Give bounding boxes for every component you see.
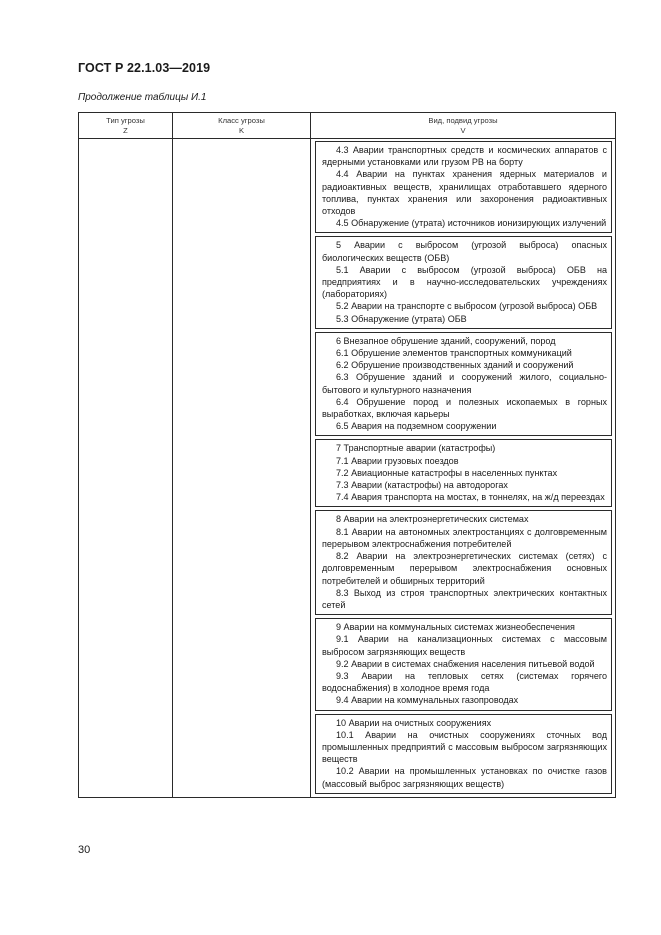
threat-item: 7.4 Авария транспорта на мостах, в тоннелях, на ж/д переездах xyxy=(336,492,605,503)
table-header-row xyxy=(79,113,616,139)
threat-item: 5.1 Аварии с выбросом (угрозой выброса) ОБВ на предприятиях и в научно-исследовательских учреждениях (лабораториях) xyxy=(322,264,607,300)
column-header-label: Вид, подвид угрозы xyxy=(428,115,498,125)
threat-group-box xyxy=(315,618,612,710)
threat-type-cell xyxy=(79,139,173,798)
threat-item: 4.3 Аварии транспортных средств и космических аппаратов с ядерными установками или грузом РВ на борту xyxy=(322,145,607,168)
threat-item: 6.4 Обрушение пород и полезных ископаемых в горных выработках, включая карьеры xyxy=(322,396,607,420)
threat-groups-container xyxy=(311,139,615,794)
threat-item: 6 Внезапное обрушение зданий, сооружений, пород xyxy=(336,335,556,346)
threat-item: 9.2 Аварии в системах снабжения населения питьевой водой xyxy=(336,658,595,669)
threat-item: 9 Аварии на коммунальных системах жизнеобеспечения xyxy=(336,622,575,633)
column-header-label: Тип угрозы xyxy=(106,115,145,125)
threat-item: 7.1 Аварии грузовых поездов xyxy=(336,455,459,466)
threat-group-box xyxy=(315,141,612,233)
threat-item: 6.3 Обрушение зданий и сооружений жилого, социально-бытового и культурного назначения xyxy=(322,372,607,395)
threat-group-box xyxy=(315,332,612,437)
document-header-title: ГОСТ Р 22.1.03—2019 xyxy=(78,61,211,75)
threat-item: 5.2 Аварии на транспорте с выбросом (угрозой выброса) ОБВ xyxy=(336,301,598,312)
threat-group-box xyxy=(315,439,612,507)
threat-group-box xyxy=(315,714,612,794)
table-body-row xyxy=(79,139,616,798)
threat-item: 7 Транспортные аварии (катастрофы) xyxy=(336,443,496,454)
threat-item: 4.4 Аварии на пунктах хранения ядерных материалов и радиоактивных веществ, хранилищах отработавшего ядерного топлива, пунктах хранения или захоронения радиоактивных отходов xyxy=(322,169,607,217)
threat-item: 6.1 Обрушение элементов транспортных коммуникаций xyxy=(336,348,572,359)
threat-item: 5.3 Обнаружение (утрата) ОБВ xyxy=(336,313,467,324)
threat-item: 5 Аварии с выбросом (угрозой выброса) опасных биологических веществ (ОБВ) xyxy=(322,240,607,263)
threat-item: 6.2 Обрушение производственных зданий и сооружений xyxy=(336,360,574,371)
threat-item: 8.1 Аварии на автономных электростанциях с долговременным перерывом электроснабжения потребителей xyxy=(322,526,607,549)
threat-class-cell xyxy=(173,139,311,798)
threat-item: 8.3 Выход из строя транспортных электрических контактных сетей xyxy=(322,587,607,610)
threat-item: 10.1 Аварии на очистных сооружениях сточных вод промышленных предприятий с массовым выбросом загрязняющих веществ xyxy=(322,729,607,765)
column-header-code: V xyxy=(460,125,466,135)
column-header-code: K xyxy=(238,125,245,135)
threat-item: 8 Аварии на электроэнергетических системах xyxy=(336,514,529,525)
threat-item: 8.2 Аварии на электроэнергетических системах (сетях) с долговременным перерывом электроснабжения основных потребителей и обширных территорий xyxy=(322,551,607,586)
column-header-threat-class xyxy=(173,113,311,139)
column-header-threat-kind xyxy=(311,113,616,139)
table-caption: Продолжение таблицы И.1 xyxy=(78,92,207,103)
threat-kind-cell xyxy=(311,139,616,798)
column-header-label: Класс угрозы xyxy=(218,115,265,125)
threat-item: 7.2 Авиационные катастрофы в населенных пунктах xyxy=(336,467,558,478)
column-header-code: Z xyxy=(123,125,128,135)
threat-item: 4.5 Обнаружение (утрата) источников ионизирующих излучений xyxy=(336,218,607,229)
threat-item: 10.2 Аварии на промышленных установках по очистке газов (массовый выброс загрязняющих веществ) xyxy=(322,766,607,789)
threat-item: 9.4 Аварии на коммунальных газопроводах xyxy=(336,695,519,706)
page-number: 30 xyxy=(78,844,91,856)
threat-group-box xyxy=(315,510,612,615)
threat-item: 10 Аварии на очистных сооружениях xyxy=(336,717,492,728)
threat-group-box xyxy=(315,236,612,328)
threat-item: 9.1 Аварии на канализационных системах с массовым выбросом загрязняющих веществ xyxy=(322,634,607,657)
threat-item: 6.5 Авария на подземном сооружении xyxy=(336,421,497,432)
threat-classification-table xyxy=(78,112,616,798)
threat-item: 7.3 Аварии (катастрофы) на автодорогах xyxy=(336,480,508,491)
threat-item: 9.3 Аварии на тепловых сетях (системах горячего водоснабжения) в холодное время года xyxy=(322,670,607,694)
column-header-threat-type xyxy=(79,113,173,139)
